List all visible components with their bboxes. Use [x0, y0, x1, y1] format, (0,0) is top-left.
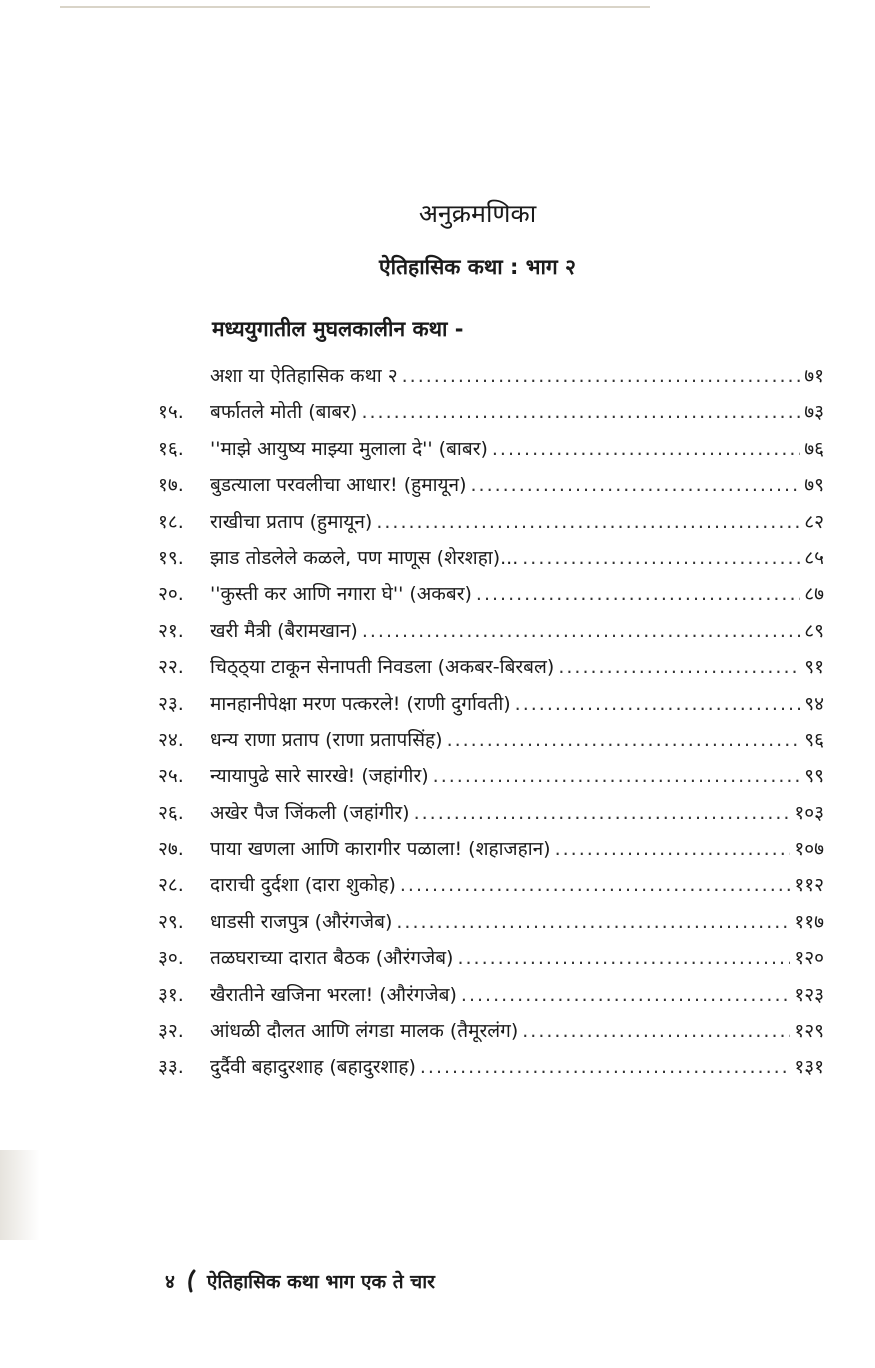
toc-entry-page: १२०	[794, 947, 824, 970]
toc-entry-title: न्यायापुढे सारे सारखे! (जहांगीर)	[210, 765, 429, 788]
toc-entry-page: ९१	[804, 656, 824, 679]
dot-leader	[402, 365, 801, 387]
toc-entry[interactable]	[158, 690, 824, 726]
dot-leader	[558, 656, 800, 678]
dot-leader	[361, 401, 800, 423]
toc-entry-number: १८.	[158, 510, 184, 533]
footer-page-number: ४	[165, 1271, 175, 1293]
toc-entry[interactable]	[158, 1053, 824, 1089]
page-title: अनुक्रमणिका	[418, 199, 537, 228]
toc-entry-number: २०.	[158, 583, 184, 606]
dot-leader	[414, 802, 791, 824]
dot-leader	[555, 838, 791, 860]
toc-entry-title: पाया खणला आणि कारागीर पळाला! (शहाजहान)	[210, 838, 551, 861]
toc-entry-number: ३१.	[158, 983, 184, 1006]
toc-entry-title: आंधळी दौलत आणि लंगडा मालक (तैमूरलंग)	[210, 1020, 519, 1043]
dot-leader	[470, 474, 800, 496]
toc-entry-title: राखीचा प्रताप (हुमायून)	[210, 510, 373, 533]
dot-leader	[396, 911, 790, 933]
toc-entry-number: २३.	[158, 692, 184, 715]
dot-leader	[522, 1020, 790, 1042]
toc-entry[interactable]	[158, 799, 824, 835]
toc-entry-page: ११७	[794, 910, 824, 933]
toc-entry-number: ३२.	[158, 1020, 184, 1043]
toc-entry-page: ९४	[804, 692, 824, 715]
toc-entry-number: ३३.	[158, 1056, 184, 1079]
toc-entry-number: १९.	[158, 546, 184, 569]
toc-entry-number: ३०.	[158, 947, 184, 970]
toc-entry-page: १२३	[794, 983, 824, 1006]
toc-entry-page: ९९	[804, 765, 824, 788]
page-footer	[165, 1268, 435, 1294]
toc-entry[interactable]	[158, 471, 824, 507]
toc-entry-number: २७.	[158, 838, 184, 861]
toc-entry-page: ७९	[804, 474, 824, 497]
toc-entry[interactable]	[158, 580, 824, 616]
toc-entry-title: खरी मैत्री (बैरामखान)	[210, 619, 358, 642]
page-subtitle: ऐतिहासिक कथा : भाग २	[379, 255, 576, 279]
toc-entry-page: १०७	[794, 838, 824, 861]
toc-entry-title: खैरातीने खजिना भरला! (औरंगजेब)	[210, 983, 457, 1006]
toc-entry-page: १२९	[794, 1020, 824, 1043]
toc-entry-page: ७३	[804, 401, 824, 424]
toc-entry-number: २१.	[158, 619, 184, 642]
dot-leader	[420, 1056, 790, 1078]
toc-entry-number: २४.	[158, 728, 184, 751]
dot-leader	[447, 729, 801, 751]
page-edge-shadow	[0, 1150, 40, 1240]
footer-book-title: ऐतिहासिक कथा भाग एक ते चार	[206, 1271, 435, 1293]
toc-entry[interactable]	[158, 981, 824, 1017]
toc-entry-title: ''माझे आयुष्य माझ्या मुलाला दे'' (बाबर)	[210, 437, 488, 460]
toc-entry-page: ८२	[804, 510, 824, 533]
curved-separator-icon	[187, 1269, 197, 1293]
section-heading: मध्ययुगातील मुघलकालीन कथा -	[212, 317, 464, 341]
toc-entry-page: ९६	[804, 728, 824, 751]
toc-entry-title: बर्फातले मोती (बाबर)	[210, 401, 358, 424]
dot-leader	[457, 947, 790, 969]
toc-entry-title: दुर्दैवी बहादुरशाह (बहादुरशाह)	[210, 1056, 416, 1079]
toc-entry[interactable]	[158, 762, 824, 798]
dot-leader	[433, 765, 801, 787]
toc-entry[interactable]	[158, 362, 824, 398]
toc-entry[interactable]	[158, 835, 824, 871]
toc-entry-number: २५.	[158, 765, 184, 788]
toc-entry-title: चिठ्ठ्या टाकून सेनापती निवडला (अकबर-बिरबल)	[210, 656, 555, 679]
toc-entry[interactable]	[158, 726, 824, 762]
toc-entry-page: ८५	[804, 546, 824, 569]
toc-entry-number: २६.	[158, 801, 184, 824]
toc-entry-title: धन्य राणा प्रताप (राणा प्रतापसिंह)	[210, 728, 443, 751]
toc-entry[interactable]	[158, 435, 824, 471]
toc-entry-title: झाड तोडलेले कळले, पण माणूस (शेरशहा)...	[210, 546, 519, 569]
toc-entry-number: १७.	[158, 474, 184, 497]
dot-leader	[376, 511, 800, 533]
toc-entry-number: २२.	[158, 656, 184, 679]
top-rule	[60, 6, 650, 8]
dot-leader	[522, 547, 800, 569]
toc-entry-number: १६.	[158, 437, 184, 460]
toc-entry-page: १०३	[794, 801, 824, 824]
toc-entry[interactable]	[158, 871, 824, 907]
toc-entry-title: अशा या ऐतिहासिक कथा २	[210, 365, 398, 387]
toc-entry[interactable]	[158, 908, 824, 944]
toc-entry-page: ११२	[794, 874, 824, 897]
toc-entry-title: अखेर पैज जिंकली (जहांगीर)	[210, 801, 410, 824]
dot-leader	[461, 984, 790, 1006]
table-of-contents	[158, 362, 824, 1090]
toc-entry[interactable]	[158, 944, 824, 980]
toc-entry-title: बुडत्याला परवलीचा आधार! (हुमायून)	[210, 474, 467, 497]
dot-leader	[400, 874, 790, 896]
toc-entry-title: धाडसी राजपुत्र (औरंगजेब)	[210, 910, 393, 933]
toc-entry-title: मानहानीपेक्षा मरण पत्करले! (राणी दुर्गावती)	[210, 692, 511, 715]
toc-entry-title: तळघराच्या दारात बैठक (औरंगजेब)	[210, 947, 454, 970]
toc-entry-page: ७१	[804, 365, 824, 387]
toc-entry[interactable]	[158, 508, 824, 544]
toc-entry[interactable]	[158, 398, 824, 434]
dot-leader	[476, 583, 800, 605]
toc-entry-title: दाराची दुर्दशा (दारा शुकोह)	[210, 874, 396, 897]
toc-entry[interactable]	[158, 544, 824, 580]
toc-entry-number: १५.	[158, 401, 184, 424]
toc-entry-number: २९.	[158, 910, 184, 933]
toc-entry-page: ८९	[804, 619, 824, 642]
toc-entry[interactable]	[158, 653, 824, 689]
toc-entry[interactable]	[158, 617, 824, 653]
toc-entry-number: २८.	[158, 874, 184, 897]
toc-entry-page: ८७	[804, 583, 824, 606]
dot-leader	[515, 693, 801, 715]
toc-entry-page: १३१	[794, 1056, 824, 1079]
toc-entry[interactable]	[158, 1017, 824, 1053]
toc-entry-page: ७६	[804, 437, 824, 460]
dot-leader	[492, 438, 800, 460]
toc-entry-title: ''कुस्ती कर आणि नगारा घे'' (अकबर)	[210, 583, 472, 606]
dot-leader	[362, 620, 800, 642]
